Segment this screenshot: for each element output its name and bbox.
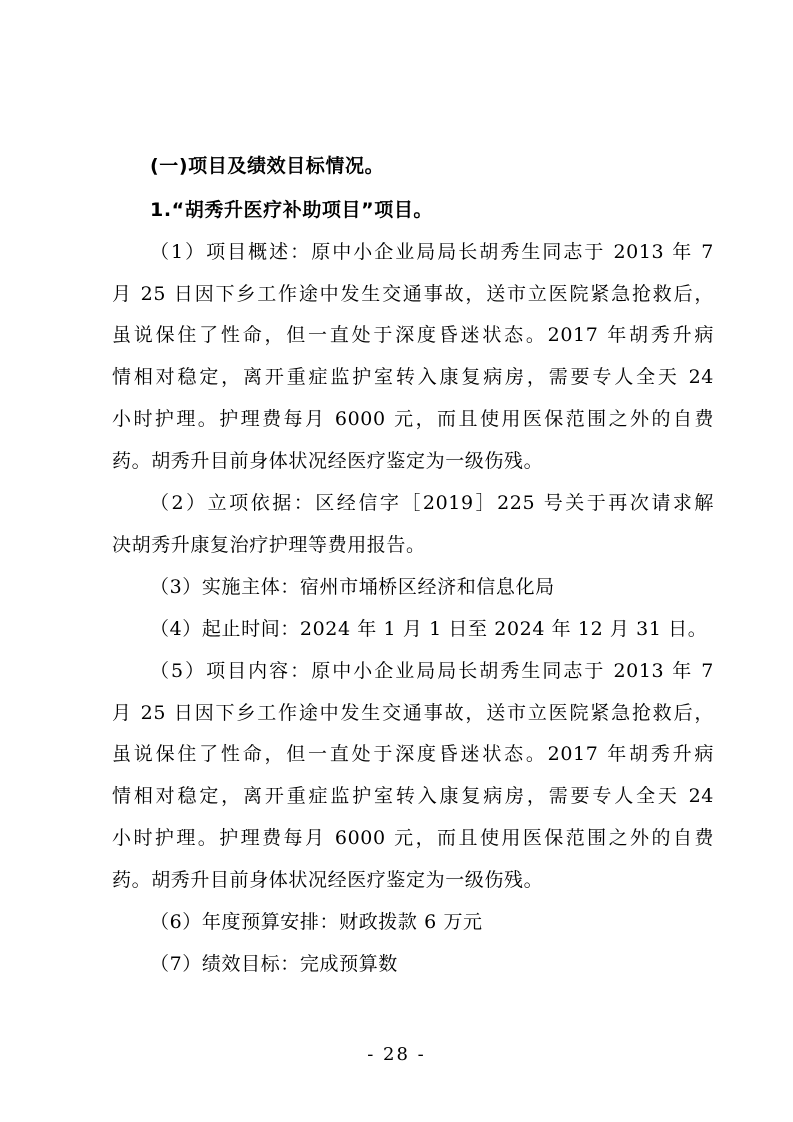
- budget-line: （6）年度预算安排：财政拨款 6 万元: [150, 911, 483, 933]
- project-heading: 1.“胡秀升医疗补助项目”项目。: [150, 199, 434, 221]
- page-number: - 28 -: [367, 1044, 426, 1065]
- content-line-6: 药。胡秀升目前身体状况经医疗鉴定为一级伤残。: [112, 869, 544, 891]
- overview-line-4: 情相对稳定，离开重症监护室转入康复病房，需要专人全天 24: [112, 366, 714, 388]
- overview-line-5: 小时护理。护理费每月 6000 元，而且使用医保范围之外的自费: [112, 408, 714, 430]
- overview-line-3: 虽说保住了性命，但一直处于深度昏迷状态。2017 年胡秀升病: [112, 324, 714, 346]
- section-heading: (一)项目及绩效目标情况。: [150, 155, 385, 177]
- basis-line-2: 决胡秀升康复治疗护理等费用报告。: [112, 534, 426, 556]
- overview-line-1: （1）项目概述：原中小企业局局长胡秀生同志于 2013 年 7: [150, 241, 714, 263]
- period-line: （4）起止时间：2024 年 1 月 1 日至 2024 年 12 月 31 日。: [150, 618, 708, 640]
- content-line-4: 情相对稳定，离开重症监护室转入康复病房，需要专人全天 24: [112, 785, 714, 807]
- content-line-5: 小时护理。护理费每月 6000 元，而且使用医保范围之外的自费: [112, 827, 714, 849]
- overview-line-2: 月 25 日因下乡工作途中发生交通事故，送市立医院紧急抢救后，: [112, 283, 714, 305]
- target-line: （7）绩效目标：完成预算数: [150, 953, 398, 975]
- implementer-line: （3）实施主体：宿州市埇桥区经济和信息化局: [150, 576, 555, 598]
- content-line-1: （5）项目内容：原中小企业局局长胡秀生同志于 2013 年 7: [150, 660, 714, 682]
- content-line-3: 虽说保住了性命，但一直处于深度昏迷状态。2017 年胡秀升病: [112, 743, 714, 765]
- content-line-2: 月 25 日因下乡工作途中发生交通事故，送市立医院紧急抢救后，: [112, 702, 714, 724]
- basis-line-1: （2）立项依据：区经信字［2019］225 号关于再次请求解: [150, 492, 714, 514]
- overview-line-6: 药。胡秀升目前身体状况经医疗鉴定为一级伤残。: [112, 450, 544, 472]
